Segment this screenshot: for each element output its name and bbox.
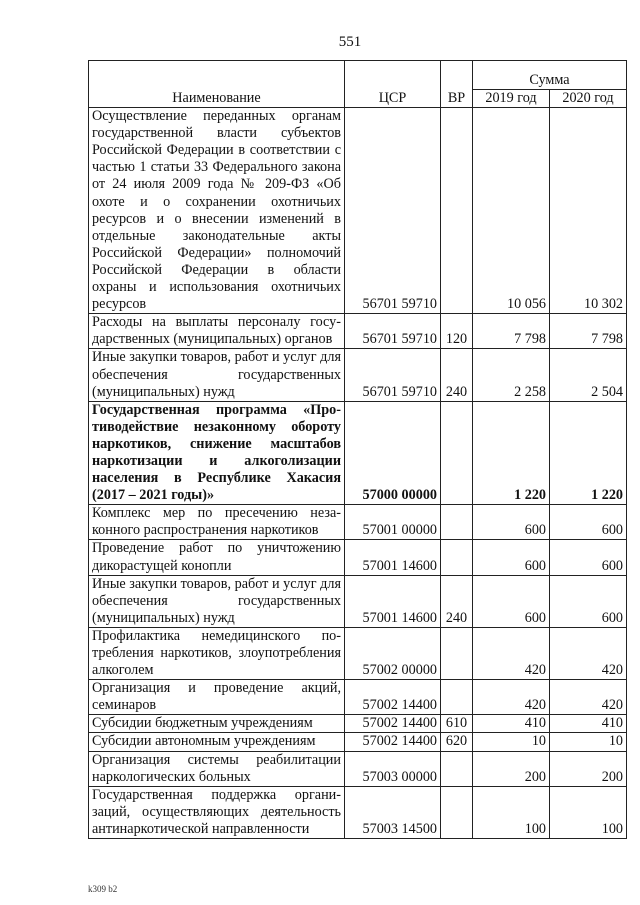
row-sum-2020: 600 — [550, 505, 627, 540]
row-vr — [441, 751, 473, 786]
row-sum-2019: 410 — [473, 715, 550, 733]
row-sum-2020: 600 — [550, 575, 627, 627]
row-name: Иные закупки товаров, работ и услуг для обеспечения государственных (муниципальных) нужд — [89, 575, 345, 627]
row-sum-2019: 7 798 — [473, 314, 550, 349]
table-row — [89, 786, 627, 838]
row-name: Осуществление переданных органам государственной власти субъектов Российской Федерации в соответствии с частью 1 статьи 33 Федерального закона от 24 июля 2009 года № 209-ФЗ «Об охоте и о сохранении охотничьих ресурсов и о внесении изменений в отдельные законодательные акты Российской Федерации» полномочий Российской Федерации в области охраны и использования охотничьих ресурсов — [89, 108, 345, 314]
row-sum-2020: 100 — [550, 786, 627, 838]
row-sum-2020: 10 — [550, 733, 627, 751]
page-number: 551 — [338, 34, 362, 50]
row-sum-2019: 420 — [473, 627, 550, 679]
row-name: Субсидии автономным учреждениям — [89, 733, 345, 751]
row-sum-2020: 600 — [550, 540, 627, 575]
row-csr: 57001 00000 — [345, 505, 441, 540]
row-csr: 57001 14600 — [345, 575, 441, 627]
row-vr — [441, 680, 473, 715]
row-name: Субсидии бюджетным учреждениям — [89, 715, 345, 733]
header-csr: ЦСР — [345, 61, 441, 108]
row-name: Государственная поддержка организаций, осуществляющих деятельность антинаркотической направленности — [89, 786, 345, 838]
table-row — [89, 733, 627, 751]
row-sum-2019: 1 220 — [473, 401, 550, 505]
header-vr: ВР — [441, 61, 473, 108]
row-name: Иные закупки товаров, работ и услуг для обеспечения государственных (муниципальных) нужд — [89, 349, 345, 401]
row-csr: 57002 14400 — [345, 680, 441, 715]
row-vr — [441, 627, 473, 679]
row-sum-2020: 410 — [550, 715, 627, 733]
row-csr: 57002 14400 — [345, 715, 441, 733]
row-vr: 240 — [441, 575, 473, 627]
header-sum: Сумма — [473, 61, 627, 90]
row-csr: 56701 59710 — [345, 314, 441, 349]
row-sum-2020: 2 504 — [550, 349, 627, 401]
row-sum-2020: 7 798 — [550, 314, 627, 349]
row-csr: 56701 59710 — [345, 108, 441, 314]
row-csr: 57000 00000 — [345, 401, 441, 505]
row-vr — [441, 108, 473, 314]
row-sum-2019: 10 056 — [473, 108, 550, 314]
header-year-2019: 2019 год — [473, 90, 550, 108]
row-name: Профилактика немедицинского потребления наркотиков, злоупотребления алкоголем — [89, 627, 345, 679]
row-name: Расходы на выплаты персоналу государственных (муниципальных) органов — [89, 314, 345, 349]
header-name: Наименование — [89, 61, 345, 108]
table-row — [89, 108, 627, 314]
row-vr — [441, 786, 473, 838]
row-sum-2019: 600 — [473, 505, 550, 540]
footer-code: k309 b2 — [88, 884, 118, 894]
row-vr — [441, 505, 473, 540]
row-vr — [441, 540, 473, 575]
row-vr: 120 — [441, 314, 473, 349]
row-vr: 610 — [441, 715, 473, 733]
row-sum-2019: 200 — [473, 751, 550, 786]
row-sum-2019: 2 258 — [473, 349, 550, 401]
row-csr: 56701 59710 — [345, 349, 441, 401]
table-row — [89, 575, 627, 627]
row-name: Организация и проведение акций, семинаров — [89, 680, 345, 715]
row-sum-2020: 10 302 — [550, 108, 627, 314]
row-vr: 620 — [441, 733, 473, 751]
row-sum-2019: 600 — [473, 575, 550, 627]
row-csr: 57003 00000 — [345, 751, 441, 786]
row-csr: 57003 14500 — [345, 786, 441, 838]
row-csr: 57001 14600 — [345, 540, 441, 575]
table-row — [89, 540, 627, 575]
row-csr: 57002 00000 — [345, 627, 441, 679]
row-csr: 57002 14400 — [345, 733, 441, 751]
table-row — [89, 627, 627, 679]
table-row — [89, 349, 627, 401]
row-sum-2020: 420 — [550, 627, 627, 679]
row-name: Организация системы реабилитации наркологических больных — [89, 751, 345, 786]
row-sum-2020: 420 — [550, 680, 627, 715]
budget-table — [88, 60, 627, 839]
table-body — [89, 108, 627, 839]
row-sum-2019: 420 — [473, 680, 550, 715]
row-sum-2020: 200 — [550, 751, 627, 786]
table-row — [89, 680, 627, 715]
table-row — [89, 715, 627, 733]
header-year-2020: 2020 год — [550, 90, 627, 108]
row-name: Государственная программа «Противодействие незаконному обороту наркотиков, снижение масштабов наркотизации и алкоголизации населения в Республике Хакасия (2017 – 2021 годы)» — [89, 401, 345, 505]
row-sum-2019: 100 — [473, 786, 550, 838]
row-vr — [441, 401, 473, 505]
row-name: Комплекс мер по пресечению незаконного распространения наркотиков — [89, 505, 345, 540]
row-sum-2019: 10 — [473, 733, 550, 751]
table-row — [89, 401, 627, 505]
row-sum-2020: 1 220 — [550, 401, 627, 505]
row-sum-2019: 600 — [473, 540, 550, 575]
row-name: Проведение работ по уничтожению дикорастущей конопли — [89, 540, 345, 575]
table-row — [89, 314, 627, 349]
table-row — [89, 751, 627, 786]
row-vr: 240 — [441, 349, 473, 401]
table-row — [89, 505, 627, 540]
